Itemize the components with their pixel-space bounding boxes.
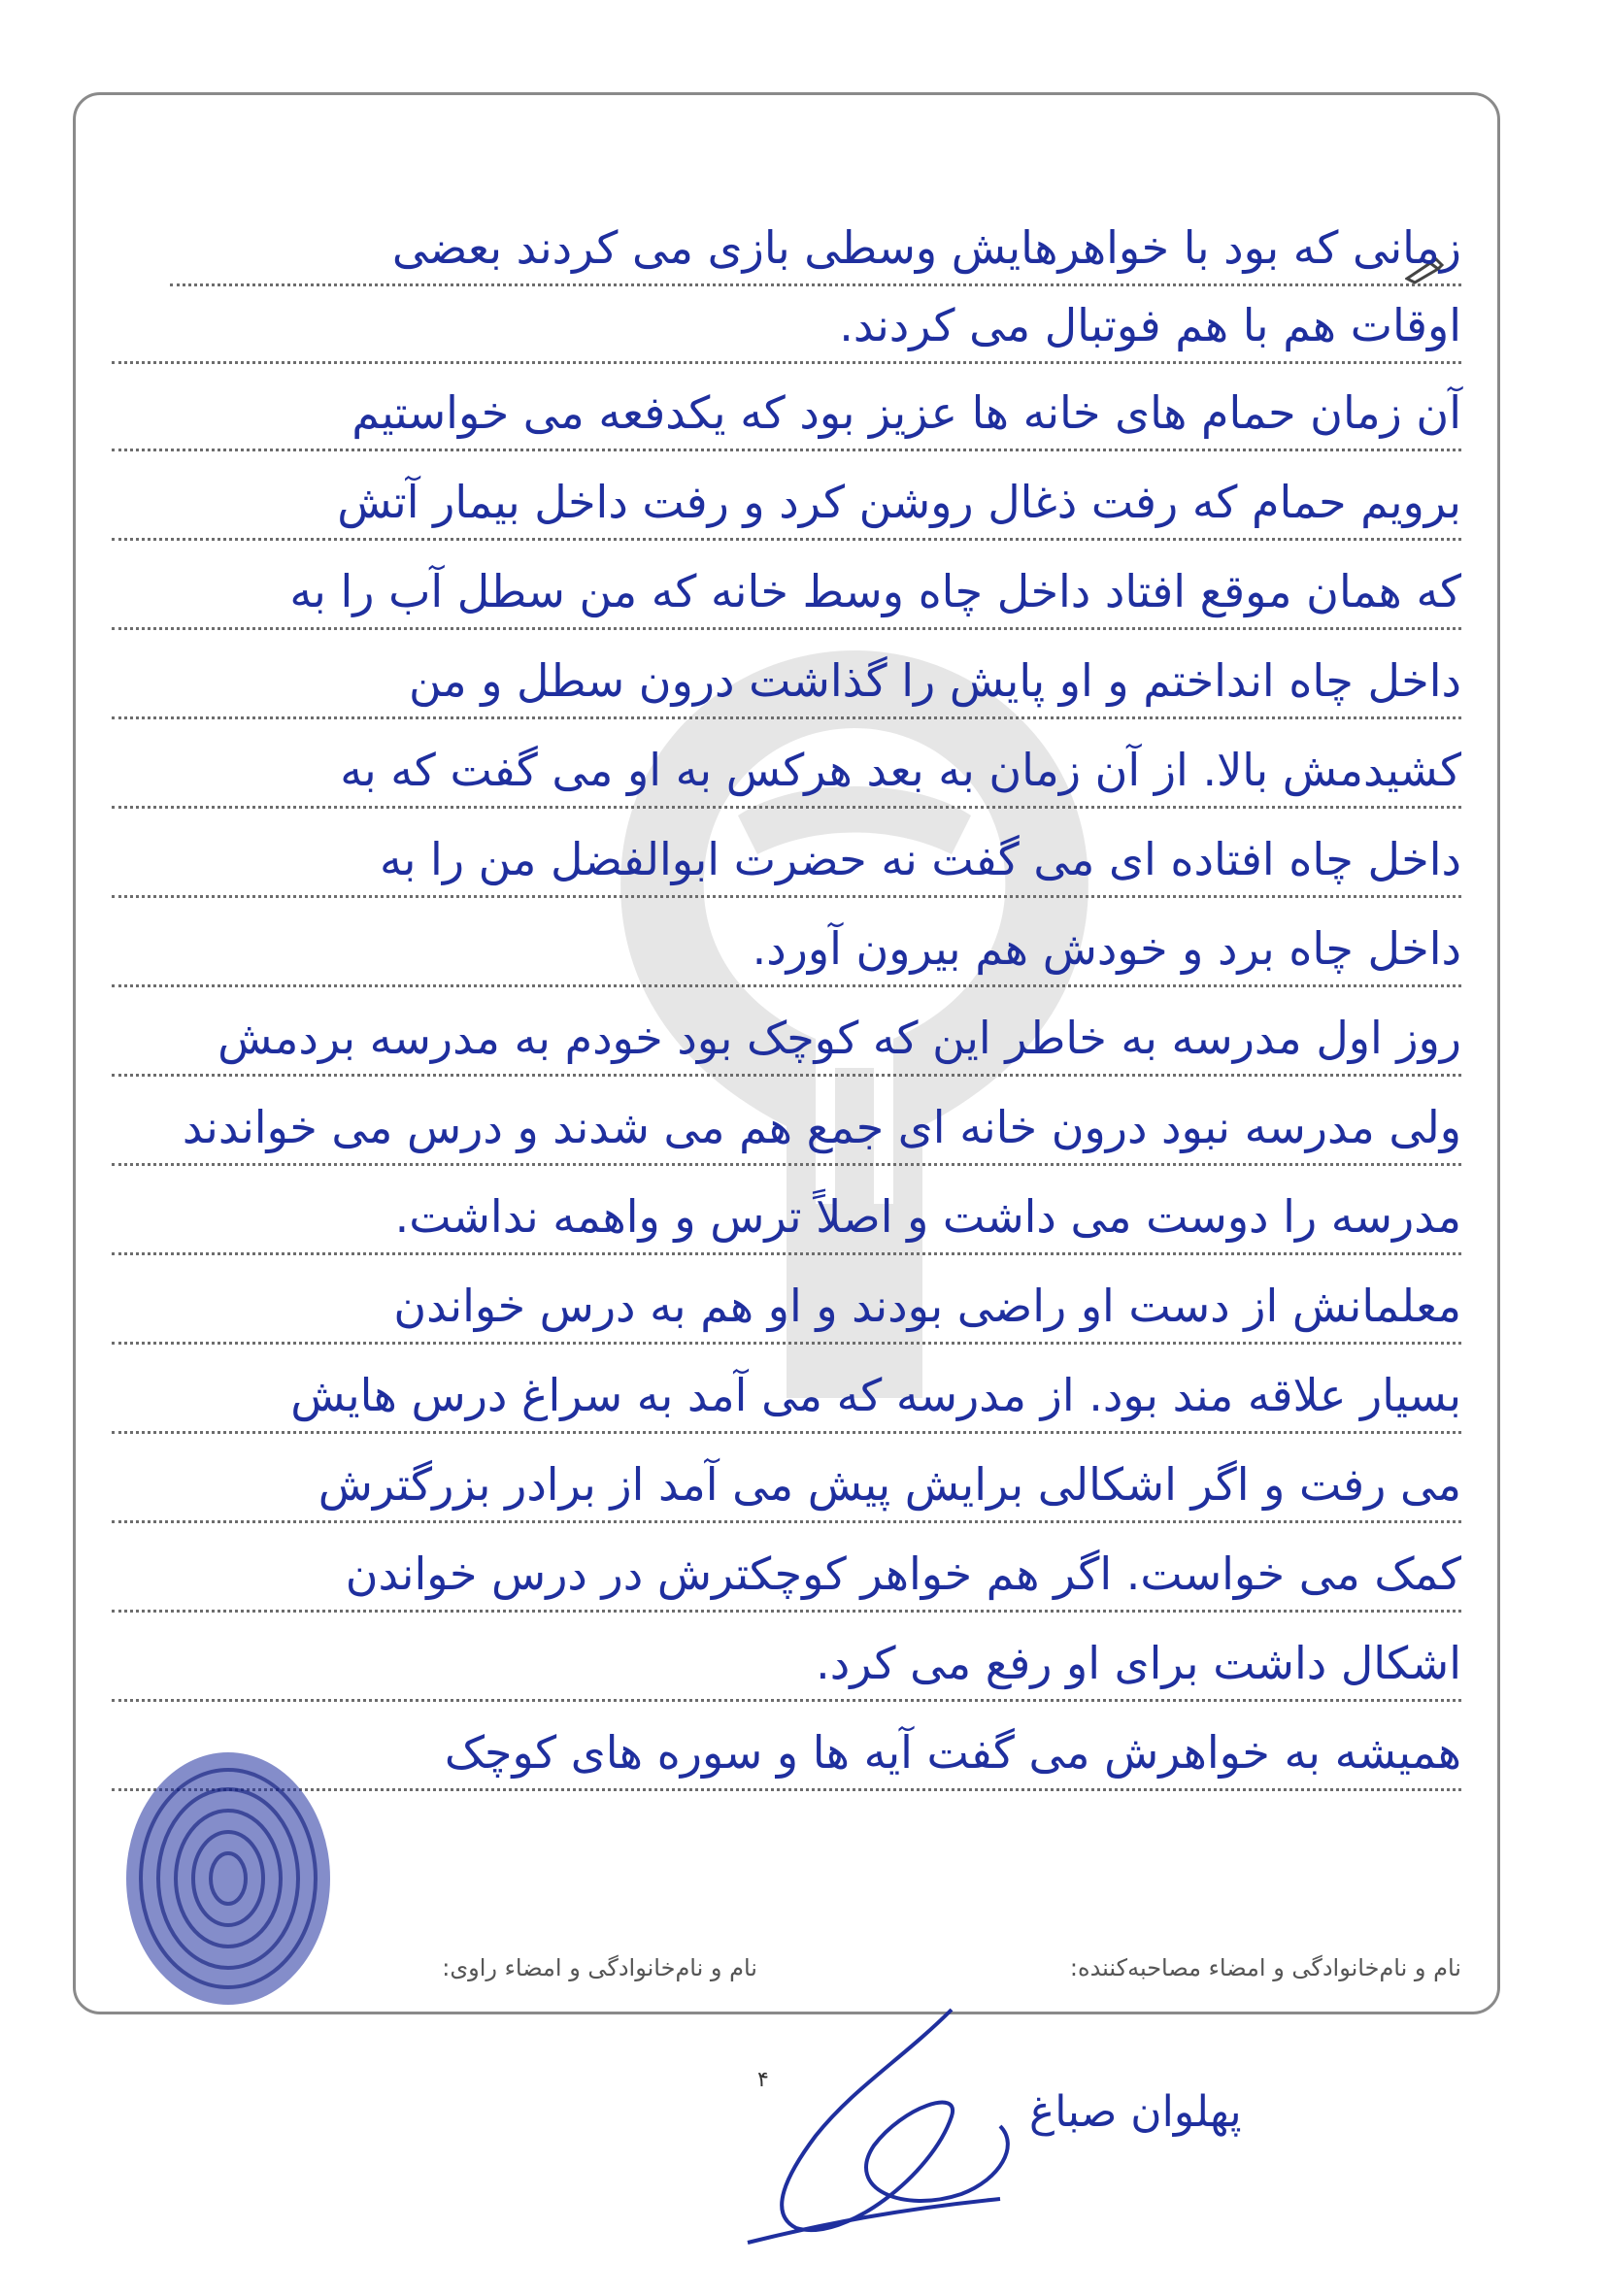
handwritten-line: همیشه به خواهرش می گفت آیه ها و سوره های کوچک	[112, 1714, 1461, 1791]
signature-mark	[709, 2000, 1029, 2252]
handwritten-line: معلمانش از دست او راضی بودند و او هم به درس خواندن	[112, 1267, 1461, 1345]
handwritten-line: کمک می خواست. اگر هم خواهر کوچکترش در درس خواندن	[112, 1535, 1461, 1613]
handwritten-line: داخل چاه افتاده ای می گفت نه حضرت ابوالفضل من را به	[112, 820, 1461, 898]
handwritten-line: مدرسه را دوست می داشت و اصلاً ترس و واهمه نداشت.	[112, 1178, 1461, 1255]
handwritten-line: کشیدمش بالا. از آن زمان به بعد هرکس به او می گفت که به	[112, 731, 1461, 809]
interviewer-label: نام و نام‌خانوادگی و امضاء مصاحبه‌کننده:	[1069, 1954, 1461, 1981]
handwritten-line: اوقات هم با هم فوتبال می کردند.	[112, 286, 1461, 364]
handwritten-line: که همان موقع افتاد داخل چاه وسط خانه که من سطل آب را به	[112, 552, 1461, 630]
handwriting-area	[92, 112, 1481, 1927]
signed-name: پهلوان صباغ	[1029, 2087, 1242, 2137]
signature-footer	[92, 1947, 1481, 1995]
narrator-label: نام و نام‌خانوادگی و امضاء راوی:	[442, 1954, 757, 1981]
handwritten-line: بسیار علاقه مند بود. از مدرسه که می آمد به سراغ درس هایش	[112, 1356, 1461, 1434]
handwritten-line: زمانی که بود با خواهرهایش وسطی بازی می کردند بعضی	[170, 209, 1461, 286]
handwritten-line: برویم حمام که رفت ذغال روشن کرد و رفت داخل بیمار آتش	[112, 463, 1461, 541]
handwritten-line: می رفت و اگر اشکالی برایش پیش می آمد از برادر بزرگترش	[112, 1446, 1461, 1523]
handwritten-line: ولی مدرسه نبود درون خانه ای جمع هم می شدند و درس می خواندند	[112, 1088, 1461, 1166]
handwritten-line: آن زمان حمام های خانه ها عزیز بود که یکدفعه می خواستیم	[112, 374, 1461, 451]
handwritten-line: روز اول مدرسه به خاطر این که کوچک بود خودم به مدرسه بردمش	[112, 999, 1461, 1077]
handwritten-line: داخل چاه انداختم و او پایش را گذاشت درون سطل و من	[112, 642, 1461, 719]
page-number: ۴	[757, 2068, 769, 2092]
handwritten-line: داخل چاه برد و خودش هم بیرون آورد.	[112, 910, 1461, 987]
handwritten-line: اشکال داشت برای او رفع می کرد.	[112, 1624, 1461, 1702]
